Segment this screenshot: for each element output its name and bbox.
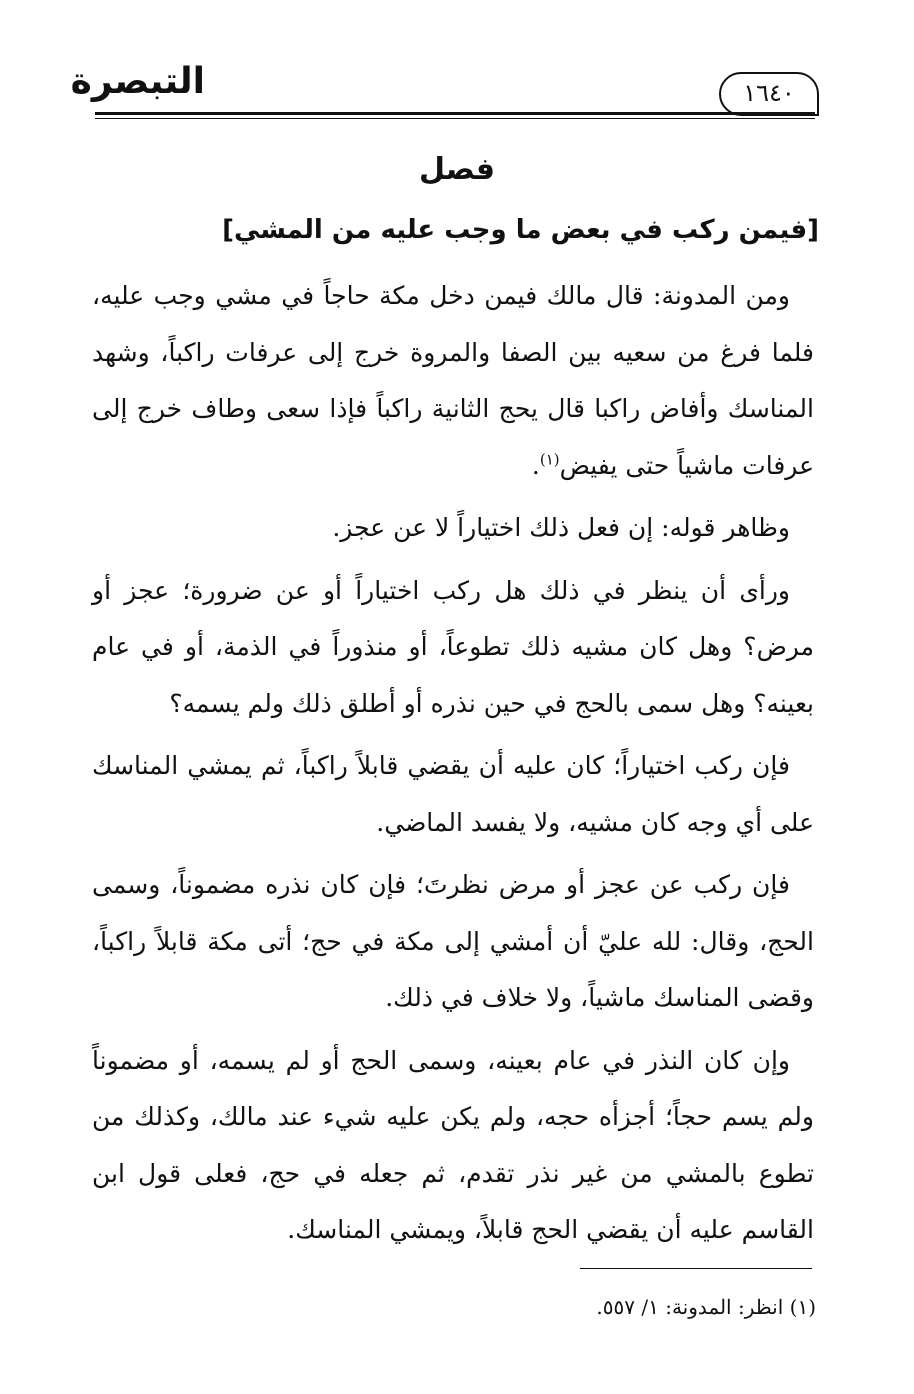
- footnote: (١) انظر: المدونة: ١/ ٥٥٧.: [596, 1295, 816, 1319]
- footnote-reference: (١): [539, 450, 560, 469]
- paragraph-2: وظاهر قوله: إن فعل ذلك اختياراً لا عن عجز.: [332, 513, 790, 542]
- paragraph-1-ending: .: [531, 450, 540, 480]
- paragraph-4: فإن ركب اختياراً؛ كان عليه أن يقضي قابلاً راكباً، ثم يمشي المناسك على أي وجه كان مشيه، ولا يفسد الماضي.: [92, 751, 814, 837]
- paragraph-6: وإن كان النذر في عام بعينه، وسمى الحج أو لم يسمه، أو مضموناً ولم يسم حجاً؛ أجزأه حجه، ولم يكن عليه شيء عند مالك، وكذلك من تطوع بالمشي من غير نذر تقدم، ثم جعله في حج، فعلى قول ابن القاسم عليه أن يقضي الحج قابلاً، ويمشي المناسك.: [92, 1045, 814, 1244]
- book-title-logo: التبصرة: [70, 61, 205, 102]
- header-rule-thick: [95, 112, 815, 115]
- chapter-heading: [فيمن ركب في بعض ما وجب عليه من المشي]: [222, 215, 819, 245]
- section-heading: فصل: [419, 152, 495, 187]
- header-rule-thin: [95, 118, 815, 119]
- paragraph-5: فإن ركب عن عجز أو مرض نظرتَ؛ فإن كان نذره مضموناً، وسمى الحج، وقال: لله عليّ أن أمشي إلى مكة في حج؛ أتى مكة قابلاً راكباً، وقضى المناسك ماشياً، ولا خلاف في ذلك.: [92, 870, 814, 1012]
- page-number: ١٦٤٠: [719, 72, 819, 116]
- paragraph-3: ورأى أن ينظر في ذلك هل ركب اختياراً أو عن ضرورة؛ عجز أو مرض؟ وهل كان مشيه ذلك تطوعاً، أو منذوراً في الذمة، أو في عام بعينه؟ وهل سمى بالحج في حين نذره أو أطلق ذلك ولم يسمه؟: [92, 575, 814, 718]
- page-header: [70, 52, 815, 122]
- footnote-separator: [580, 1268, 812, 1269]
- paragraph-1-text: ومن المدونة: قال مالك فيمن دخل مكة حاجاً في مشي وجب عليه، فلما فرغ من سعيه بين الصفا والمروة خرج إلى عرفات راكباً، وشهد المناسك وأفاض راكبا قال يحج الثانية راكباً فإذا سعى وطاف خرج إلى عرفات ماشياً حتى يفيض: [92, 281, 814, 480]
- paragraph-1: [92, 268, 814, 494]
- body-text: [92, 268, 814, 1265]
